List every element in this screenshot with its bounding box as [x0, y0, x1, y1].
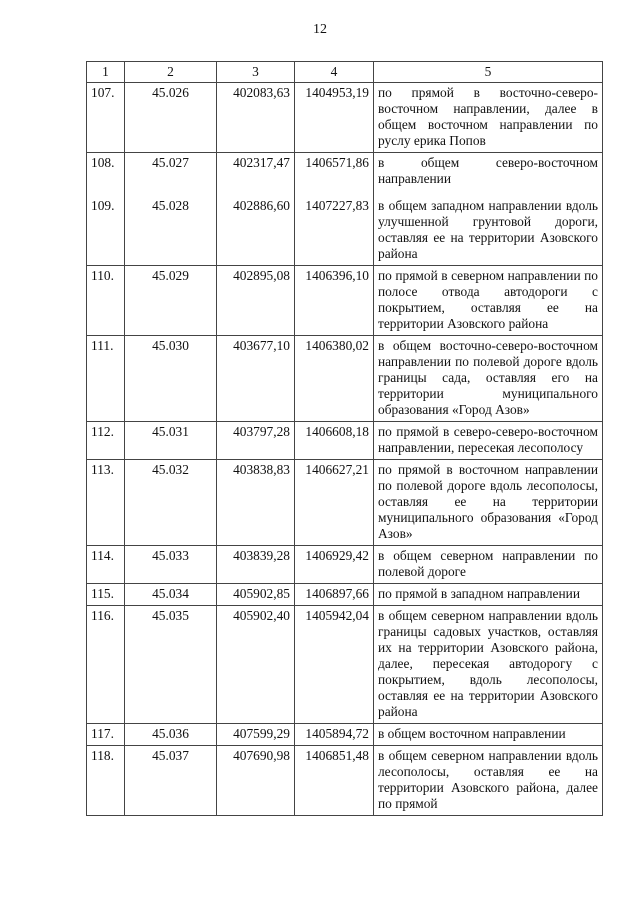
- coordinate-y: 1406380,02: [295, 336, 374, 422]
- point-code: 45.026: [125, 83, 217, 153]
- coordinate-x: 402083,63: [217, 83, 295, 153]
- route-description: в общем северном направлении вдоль лесополосы, оставляя ее на территории Азовского района, далее по прямой: [374, 746, 603, 816]
- row-number: 118.: [87, 746, 125, 816]
- point-code: 45.037: [125, 746, 217, 816]
- coordinate-x: 403839,28: [217, 546, 295, 584]
- row-number: 117.: [87, 724, 125, 746]
- coordinate-x: 402317,47: [217, 153, 295, 191]
- point-code: 45.027: [125, 153, 217, 191]
- point-code: 45.033: [125, 546, 217, 584]
- table-row: [87, 190, 603, 266]
- point-code: 45.035: [125, 606, 217, 724]
- column-header-2: 2: [125, 62, 217, 83]
- route-description: по прямой в северном направлении по полосе отвода автодороги с покрытием, оставляя ее на территории Азовского района: [374, 266, 603, 336]
- coordinate-x: 402886,60: [217, 190, 295, 266]
- route-description: в общем восточно-северо-восточном направлении по полевой дороге вдоль границы сада, оставляя его на территории муниципального образования «Город Азов»: [374, 336, 603, 422]
- route-description: по прямой в западном направлении: [374, 584, 603, 606]
- coordinate-y: 1406851,48: [295, 746, 374, 816]
- route-description: в общем восточном направлении: [374, 724, 603, 746]
- coordinate-y: 1407227,83: [295, 190, 374, 266]
- row-number: 107.: [87, 83, 125, 153]
- column-header-5: 5: [374, 62, 603, 83]
- coordinate-y: 1404953,19: [295, 83, 374, 153]
- coordinate-y: 1406608,18: [295, 422, 374, 460]
- coordinate-y: 1406627,21: [295, 460, 374, 546]
- coordinate-x: 402895,08: [217, 266, 295, 336]
- table-row: [87, 336, 603, 422]
- column-header-1: 1: [87, 62, 125, 83]
- route-description: в общем северном направлении по полевой дороге: [374, 546, 603, 584]
- route-description: по прямой в северо-северо-восточном направлении, пересекая лесополосу: [374, 422, 603, 460]
- point-code: 45.028: [125, 190, 217, 266]
- table-row: [87, 422, 603, 460]
- point-code: 45.034: [125, 584, 217, 606]
- route-description: в общем северном направлении вдоль границы садовых участков, оставляя их на территории Азовского района, далее, пересекая автодорогу с покрытием, вдоль лесополосы, оставляя ее на территории Азовского района: [374, 606, 603, 724]
- point-code: 45.036: [125, 724, 217, 746]
- boundary-points-table: [86, 61, 603, 816]
- coordinate-x: 403838,83: [217, 460, 295, 546]
- route-description: по прямой в восточном направлении по полевой дороге вдоль лесополосы, оставляя ее на территории муниципального образования «Город Азов»: [374, 460, 603, 546]
- table-row: [87, 546, 603, 584]
- row-number: 110.: [87, 266, 125, 336]
- coordinate-y: 1406571,86: [295, 153, 374, 191]
- route-description: в общем северо-восточном направлении: [374, 153, 603, 191]
- coordinate-y: 1406897,66: [295, 584, 374, 606]
- table-row: [87, 724, 603, 746]
- coordinate-y: 1405942,04: [295, 606, 374, 724]
- column-header-4: 4: [295, 62, 374, 83]
- row-number: 111.: [87, 336, 125, 422]
- coordinate-x: 403797,28: [217, 422, 295, 460]
- page-number: 12: [313, 22, 327, 37]
- table-row: [87, 153, 603, 191]
- table-row: [87, 266, 603, 336]
- point-code: 45.030: [125, 336, 217, 422]
- coordinate-x: 407599,29: [217, 724, 295, 746]
- coordinate-x: 405902,40: [217, 606, 295, 724]
- point-code: 45.029: [125, 266, 217, 336]
- point-code: 45.032: [125, 460, 217, 546]
- route-description: в общем западном направлении вдоль улучшенной грунтовой дороги, оставляя ее на территории Азовского района: [374, 190, 603, 266]
- row-number: 113.: [87, 460, 125, 546]
- table-row: [87, 746, 603, 816]
- coordinate-x: 407690,98: [217, 746, 295, 816]
- coordinate-y: 1406396,10: [295, 266, 374, 336]
- coordinate-x: 405902,85: [217, 584, 295, 606]
- table-row: [87, 606, 603, 724]
- row-number: 109.: [87, 190, 125, 266]
- point-code: 45.031: [125, 422, 217, 460]
- coordinate-y: 1405894,72: [295, 724, 374, 746]
- table-row: [87, 83, 603, 153]
- table-row: [87, 584, 603, 606]
- coordinate-y: 1406929,42: [295, 546, 374, 584]
- column-header-3: 3: [217, 62, 295, 83]
- table-header-row: [87, 62, 603, 83]
- row-number: 108.: [87, 153, 125, 191]
- row-number: 116.: [87, 606, 125, 724]
- row-number: 114.: [87, 546, 125, 584]
- row-number: 115.: [87, 584, 125, 606]
- row-number: 112.: [87, 422, 125, 460]
- route-description: по прямой в восточно-северо-восточном направлении, далее в общем восточном направлении по руслу ерика Попов: [374, 83, 603, 153]
- table-row: [87, 460, 603, 546]
- coordinate-x: 403677,10: [217, 336, 295, 422]
